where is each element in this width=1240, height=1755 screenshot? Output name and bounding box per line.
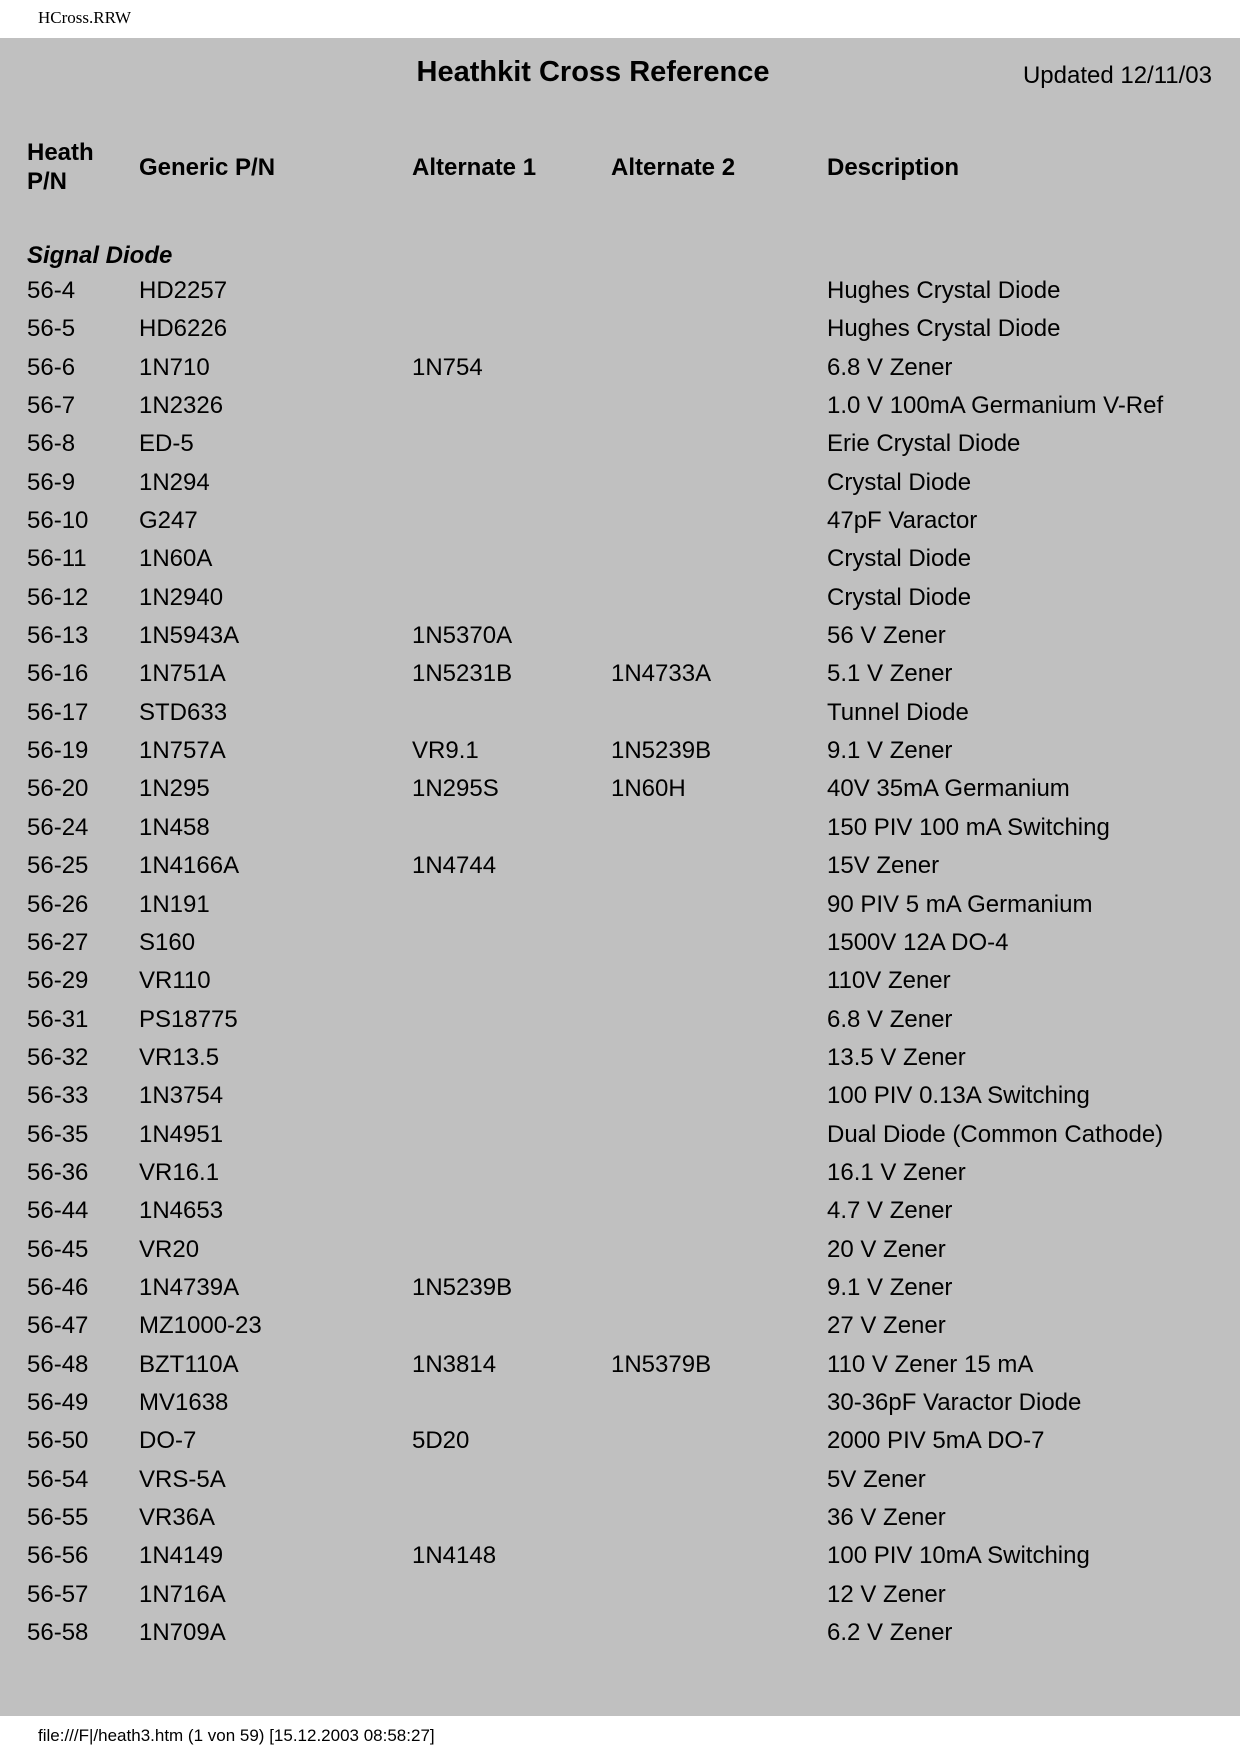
cell-generic-pn: 1N3754 bbox=[139, 1082, 224, 1110]
table-row bbox=[0, 1389, 1240, 1427]
table-row bbox=[0, 891, 1240, 929]
cell-heath-pn: 56-10 bbox=[27, 507, 89, 535]
cell-alternate-1: 1N5239B bbox=[412, 1273, 513, 1301]
cell-heath-pn: 56-26 bbox=[27, 890, 89, 918]
cell-generic-pn: 1N4149 bbox=[139, 1542, 224, 1570]
cell-generic-pn: ED-5 bbox=[139, 430, 194, 458]
cell-generic-pn: 1N2326 bbox=[139, 392, 224, 420]
column-header-heath-pn-line1: Heath bbox=[27, 139, 94, 166]
table-row bbox=[0, 1236, 1240, 1274]
cell-heath-pn: 56-44 bbox=[27, 1197, 89, 1225]
cell-alternate-1: 1N5370A bbox=[412, 622, 513, 650]
section-heading: Signal Diode bbox=[27, 242, 173, 269]
cell-heath-pn: 56-8 bbox=[27, 430, 76, 458]
cell-description: 16.1 V Zener bbox=[827, 1158, 966, 1186]
cell-description: Crystal Diode bbox=[827, 545, 972, 573]
table-row bbox=[0, 1274, 1240, 1312]
table-row bbox=[0, 967, 1240, 1005]
table-row bbox=[0, 1427, 1240, 1465]
column-header-description: Description bbox=[827, 154, 960, 181]
cell-alternate-1: 1N295S bbox=[412, 775, 499, 803]
table-row bbox=[0, 315, 1240, 353]
cell-description: Erie Crystal Diode bbox=[827, 430, 1021, 458]
cell-heath-pn: 56-9 bbox=[27, 468, 76, 496]
cell-description: 56 V Zener bbox=[827, 622, 946, 650]
cell-generic-pn: STD633 bbox=[139, 698, 228, 726]
table-row bbox=[0, 469, 1240, 507]
table-row bbox=[0, 1082, 1240, 1120]
cell-generic-pn: G247 bbox=[139, 507, 198, 535]
column-header-heath-pn bbox=[27, 138, 94, 196]
column-header-heath-pn-line2: P/N bbox=[27, 168, 68, 195]
cell-generic-pn: VR13.5 bbox=[139, 1043, 220, 1071]
cell-description: Crystal Diode bbox=[827, 583, 972, 611]
cell-heath-pn: 56-57 bbox=[27, 1580, 89, 1608]
cell-generic-pn: PS18775 bbox=[139, 1005, 238, 1033]
cell-description: 9.1 V Zener bbox=[827, 1273, 953, 1301]
cell-description: 110V Zener bbox=[827, 967, 951, 995]
cell-heath-pn: 56-54 bbox=[27, 1465, 89, 1493]
cell-heath-pn: 56-25 bbox=[27, 852, 89, 880]
cell-generic-pn: 1N191 bbox=[139, 890, 210, 918]
table-row bbox=[0, 354, 1240, 392]
cell-alternate-1: 1N4148 bbox=[412, 1542, 497, 1570]
cell-heath-pn: 56-58 bbox=[27, 1619, 89, 1647]
cell-generic-pn: 1N710 bbox=[139, 353, 210, 381]
cell-description: 2000 PIV 5mA DO-7 bbox=[827, 1427, 1045, 1455]
cell-heath-pn: 56-36 bbox=[27, 1158, 89, 1186]
cell-heath-pn: 56-13 bbox=[27, 622, 89, 650]
cell-alternate-1: 1N5231B bbox=[412, 660, 513, 688]
cell-description: 1.0 V 100mA Germanium V-Ref bbox=[827, 392, 1164, 420]
cell-heath-pn: 56-24 bbox=[27, 813, 89, 841]
table-row bbox=[0, 1351, 1240, 1389]
cell-generic-pn: MV1638 bbox=[139, 1388, 229, 1416]
column-header-generic-pn: Generic P/N bbox=[139, 154, 276, 181]
cell-description: 27 V Zener bbox=[827, 1312, 946, 1340]
cell-description: 150 PIV 100 mA Switching bbox=[827, 813, 1110, 841]
table-row bbox=[0, 622, 1240, 660]
cell-description: 6.8 V Zener bbox=[827, 1005, 953, 1033]
cell-generic-pn: 1N709A bbox=[139, 1619, 226, 1647]
cell-alternate-1: 1N4744 bbox=[412, 852, 497, 880]
table-row bbox=[0, 277, 1240, 315]
cell-description: 12 V Zener bbox=[827, 1580, 946, 1608]
cell-generic-pn: 1N4653 bbox=[139, 1197, 224, 1225]
table-row bbox=[0, 430, 1240, 468]
cell-generic-pn: VRS-5A bbox=[139, 1465, 226, 1493]
table-row bbox=[0, 1121, 1240, 1159]
cell-heath-pn: 56-49 bbox=[27, 1388, 89, 1416]
cell-generic-pn: HD2257 bbox=[139, 277, 228, 304]
cell-heath-pn: 56-48 bbox=[27, 1350, 89, 1378]
table-row bbox=[0, 699, 1240, 737]
cell-description: 6.8 V Zener bbox=[827, 353, 953, 381]
cell-generic-pn: VR16.1 bbox=[139, 1158, 220, 1186]
table-row bbox=[0, 775, 1240, 813]
cell-generic-pn: 1N4739A bbox=[139, 1273, 240, 1301]
cell-heath-pn: 56-16 bbox=[27, 660, 89, 688]
cell-description: 20 V Zener bbox=[827, 1235, 946, 1263]
cell-heath-pn: 56-47 bbox=[27, 1312, 89, 1340]
cell-description: 30-36pF Varactor Diode bbox=[827, 1388, 1082, 1416]
table-row bbox=[0, 507, 1240, 545]
cell-alternate-2: 1N5379B bbox=[611, 1350, 712, 1378]
cell-description: Tunnel Diode bbox=[827, 698, 969, 726]
cell-alternate-1: VR9.1 bbox=[412, 737, 479, 765]
table-row bbox=[0, 392, 1240, 430]
cell-generic-pn: HD6226 bbox=[139, 315, 228, 343]
cell-description: 9.1 V Zener bbox=[827, 737, 953, 765]
cell-alternate-1: 1N3814 bbox=[412, 1350, 497, 1378]
cell-alternate-2: 1N4733A bbox=[611, 660, 712, 688]
document-body bbox=[0, 38, 1240, 1716]
cell-description: 5.1 V Zener bbox=[827, 660, 953, 688]
document-name: HCross.RRW bbox=[38, 8, 132, 27]
cross-reference-table bbox=[0, 277, 1240, 1657]
cell-alternate-1: 1N754 bbox=[412, 353, 483, 381]
cell-heath-pn: 56-32 bbox=[27, 1043, 89, 1071]
cell-generic-pn: 1N751A bbox=[139, 660, 226, 688]
table-row bbox=[0, 1159, 1240, 1197]
cell-description: 90 PIV 5 mA Germanium bbox=[827, 890, 1093, 918]
cell-description: Hughes Crystal Diode bbox=[827, 315, 1061, 343]
cell-heath-pn: 56-50 bbox=[27, 1427, 89, 1455]
footer-url: file:///F|/heath3.htm (1 von 59) [15.12.2003 08:58:27] bbox=[38, 1726, 435, 1745]
cell-heath-pn: 56-6 bbox=[27, 353, 76, 381]
cell-generic-pn: 1N295 bbox=[139, 775, 210, 803]
table-row bbox=[0, 584, 1240, 622]
cell-alternate-2: 1N60H bbox=[611, 775, 686, 803]
cell-generic-pn: 1N458 bbox=[139, 813, 210, 841]
cell-description: 1500V 12A DO-4 bbox=[827, 928, 1009, 956]
cell-generic-pn: VR36A bbox=[139, 1504, 216, 1531]
column-header-alternate-1: Alternate 1 bbox=[412, 154, 537, 181]
cell-generic-pn: 1N757A bbox=[139, 737, 226, 765]
cell-description: 47pF Varactor bbox=[827, 507, 978, 535]
cell-generic-pn: 1N5943A bbox=[139, 622, 240, 650]
cell-generic-pn: 1N60A bbox=[139, 545, 213, 573]
cell-heath-pn: 56-29 bbox=[27, 967, 89, 995]
cell-alternate-1: 5D20 bbox=[412, 1427, 470, 1455]
cell-description: 5V Zener bbox=[827, 1465, 926, 1493]
cell-generic-pn: VR20 bbox=[139, 1235, 200, 1263]
table-row bbox=[0, 1044, 1240, 1082]
table-row bbox=[0, 545, 1240, 583]
table-row bbox=[0, 1504, 1240, 1542]
cell-heath-pn: 56-4 bbox=[27, 277, 76, 304]
cell-heath-pn: 56-11 bbox=[27, 545, 87, 573]
cell-description: 100 PIV 0.13A Switching bbox=[827, 1082, 1090, 1110]
cell-heath-pn: 56-55 bbox=[27, 1504, 89, 1531]
table-row bbox=[0, 1542, 1240, 1580]
cell-description: 4.7 V Zener bbox=[827, 1197, 953, 1225]
cell-description: Hughes Crystal Diode bbox=[827, 277, 1061, 304]
cell-description: 110 V Zener 15 mA bbox=[827, 1350, 1034, 1378]
cell-generic-pn: MZ1000-23 bbox=[139, 1312, 262, 1340]
cell-heath-pn: 56-5 bbox=[27, 315, 76, 343]
cell-description: 13.5 V Zener bbox=[827, 1043, 966, 1071]
cell-heath-pn: 56-17 bbox=[27, 698, 89, 726]
cell-generic-pn: 1N2940 bbox=[139, 583, 224, 611]
table-row bbox=[0, 660, 1240, 698]
cell-generic-pn: 1N294 bbox=[139, 468, 210, 496]
cell-description: 40V 35mA Germanium bbox=[827, 775, 1070, 803]
table-row bbox=[0, 1197, 1240, 1235]
table-row bbox=[0, 814, 1240, 852]
cell-heath-pn: 56-19 bbox=[27, 737, 89, 765]
cell-heath-pn: 56-45 bbox=[27, 1235, 89, 1263]
cell-description: Crystal Diode bbox=[827, 468, 972, 496]
cell-heath-pn: 56-33 bbox=[27, 1082, 89, 1110]
updated-date: Updated 12/11/03 bbox=[1022, 62, 1212, 89]
cell-description: 36 V Zener bbox=[827, 1504, 946, 1531]
cell-generic-pn: DO-7 bbox=[139, 1427, 197, 1455]
cell-generic-pn: 1N4166A bbox=[139, 852, 240, 880]
table-row bbox=[0, 737, 1240, 775]
cell-generic-pn: S160 bbox=[139, 928, 196, 956]
cell-heath-pn: 56-46 bbox=[27, 1273, 89, 1301]
table-row bbox=[0, 1466, 1240, 1504]
cell-description: 100 PIV 10mA Switching bbox=[827, 1542, 1090, 1570]
cell-heath-pn: 56-31 bbox=[27, 1005, 89, 1033]
column-header-alternate-2: Alternate 2 bbox=[611, 154, 736, 181]
table-row bbox=[0, 1619, 1240, 1657]
print-header bbox=[0, 0, 1240, 38]
cell-heath-pn: 56-12 bbox=[27, 583, 89, 611]
cell-description: Dual Diode (Common Cathode) bbox=[827, 1120, 1164, 1148]
cell-generic-pn: 1N716A bbox=[139, 1580, 226, 1608]
table-row bbox=[0, 1312, 1240, 1350]
cell-generic-pn: VR110 bbox=[139, 967, 211, 995]
cell-description: 15V Zener bbox=[827, 852, 940, 880]
cell-heath-pn: 56-20 bbox=[27, 775, 89, 803]
cell-description: 6.2 V Zener bbox=[827, 1619, 953, 1647]
cell-heath-pn: 56-35 bbox=[27, 1120, 89, 1148]
table-row bbox=[0, 852, 1240, 890]
cell-generic-pn: 1N4951 bbox=[139, 1120, 224, 1148]
table-row bbox=[0, 929, 1240, 967]
cell-alternate-2: 1N5239B bbox=[611, 737, 712, 765]
cell-heath-pn: 56-7 bbox=[27, 392, 76, 420]
cell-heath-pn: 56-56 bbox=[27, 1542, 89, 1570]
cell-heath-pn: 56-27 bbox=[27, 928, 89, 956]
table-row bbox=[0, 1581, 1240, 1619]
page-title: Heathkit Cross Reference bbox=[416, 56, 770, 88]
print-footer bbox=[0, 1716, 1240, 1755]
cell-generic-pn: BZT110A bbox=[139, 1350, 239, 1378]
table-row bbox=[0, 1006, 1240, 1044]
